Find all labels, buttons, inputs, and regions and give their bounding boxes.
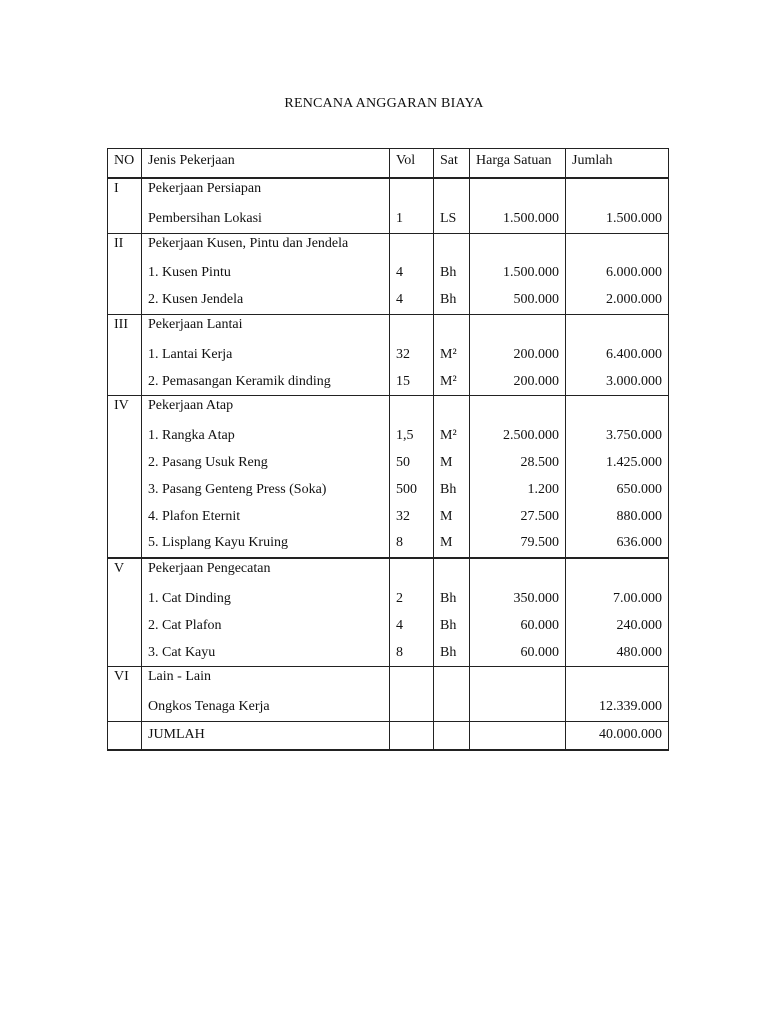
item-total: 12.339.000 xyxy=(566,694,669,721)
item-vol: 50 xyxy=(390,450,434,477)
item-job: 1. Lantai Kerja xyxy=(142,342,390,369)
item-vol: 4 xyxy=(390,260,434,287)
item-sat: Bh xyxy=(434,586,470,613)
item-total: 1.425.000 xyxy=(566,450,669,477)
item-price: 200.000 xyxy=(470,369,566,396)
item-total: 650.000 xyxy=(566,477,669,504)
item-vol: 1,5 xyxy=(390,423,434,450)
item-price: 350.000 xyxy=(470,586,566,613)
table-row xyxy=(108,206,669,233)
item-vol: 4 xyxy=(390,287,434,314)
header-no: NO xyxy=(108,149,142,179)
section-title: Pekerjaan Pengecatan xyxy=(142,558,390,586)
item-sat: Bh xyxy=(434,287,470,314)
item-job: 2. Cat Plafon xyxy=(142,613,390,640)
item-job: 5. Lisplang Kayu Kruing xyxy=(142,530,390,558)
item-sat: Bh xyxy=(434,613,470,640)
header-vol: Vol xyxy=(390,149,434,179)
summary-total: 40.000.000 xyxy=(566,721,669,750)
section-title: Pekerjaan Atap xyxy=(142,396,390,423)
item-job: 2. Kusen Jendela xyxy=(142,287,390,314)
item-vol: 500 xyxy=(390,477,434,504)
table-row xyxy=(108,477,669,504)
section-number: III xyxy=(108,314,142,341)
table-row xyxy=(108,342,669,369)
item-total: 480.000 xyxy=(566,640,669,667)
table-row xyxy=(108,450,669,477)
item-vol: 2 xyxy=(390,586,434,613)
item-total: 6.000.000 xyxy=(566,260,669,287)
item-price: 60.000 xyxy=(470,640,566,667)
table-row xyxy=(108,694,669,721)
section-title: Pekerjaan Persiapan xyxy=(142,178,390,206)
item-sat: M xyxy=(434,530,470,558)
item-job: 1. Rangka Atap xyxy=(142,423,390,450)
item-job: 2. Pasang Usuk Reng xyxy=(142,450,390,477)
item-job: 4. Plafon Eternit xyxy=(142,504,390,531)
item-job: 3. Pasang Genteng Press (Soka) xyxy=(142,477,390,504)
item-price: 2.500.000 xyxy=(470,423,566,450)
item-total: 1.500.000 xyxy=(566,206,669,233)
item-vol: 8 xyxy=(390,530,434,558)
item-job: 1. Kusen Pintu xyxy=(142,260,390,287)
table-header-row xyxy=(108,149,669,179)
table-row xyxy=(108,504,669,531)
section-title: Pekerjaan Kusen, Pintu dan Jendela xyxy=(142,233,390,260)
item-job: Ongkos Tenaga Kerja xyxy=(142,694,390,721)
table-row xyxy=(108,287,669,314)
item-vol: 4 xyxy=(390,613,434,640)
section-row xyxy=(108,233,669,260)
budget-table xyxy=(107,148,669,751)
section-number: VI xyxy=(108,667,142,694)
item-price: 28.500 xyxy=(470,450,566,477)
item-job: 3. Cat Kayu xyxy=(142,640,390,667)
header-price: Harga Satuan xyxy=(470,149,566,179)
item-total: 2.000.000 xyxy=(566,287,669,314)
table-row xyxy=(108,613,669,640)
table-row xyxy=(108,369,669,396)
table-row xyxy=(108,530,669,558)
item-sat: M² xyxy=(434,369,470,396)
item-sat: M xyxy=(434,450,470,477)
item-price: 200.000 xyxy=(470,342,566,369)
item-sat: M² xyxy=(434,423,470,450)
item-sat: Bh xyxy=(434,260,470,287)
table-row xyxy=(108,260,669,287)
table-row xyxy=(108,640,669,667)
section-number: IV xyxy=(108,396,142,423)
item-sat: M xyxy=(434,504,470,531)
section-title: Pekerjaan Lantai xyxy=(142,314,390,341)
item-total: 240.000 xyxy=(566,613,669,640)
item-vol: 15 xyxy=(390,369,434,396)
section-row xyxy=(108,667,669,694)
section-row xyxy=(108,178,669,206)
item-vol: 32 xyxy=(390,342,434,369)
item-total: 6.400.000 xyxy=(566,342,669,369)
summary-row xyxy=(108,721,669,750)
item-price: 60.000 xyxy=(470,613,566,640)
summary-label: JUMLAH xyxy=(142,721,390,750)
section-title: Lain - Lain xyxy=(142,667,390,694)
item-total: 7.00.000 xyxy=(566,586,669,613)
table-row xyxy=(108,423,669,450)
item-price: 500.000 xyxy=(470,287,566,314)
item-total: 880.000 xyxy=(566,504,669,531)
section-number: II xyxy=(108,233,142,260)
item-job: 1. Cat Dinding xyxy=(142,586,390,613)
table-row xyxy=(108,586,669,613)
item-sat xyxy=(434,694,470,721)
header-job: Jenis Pekerjaan xyxy=(142,149,390,179)
item-vol xyxy=(390,694,434,721)
item-vol: 32 xyxy=(390,504,434,531)
item-sat: LS xyxy=(434,206,470,233)
section-number: V xyxy=(108,558,142,586)
item-sat: Bh xyxy=(434,477,470,504)
item-price: 27.500 xyxy=(470,504,566,531)
item-vol: 1 xyxy=(390,206,434,233)
item-price: 79.500 xyxy=(470,530,566,558)
section-row xyxy=(108,396,669,423)
section-row xyxy=(108,314,669,341)
item-job: Pembersihan Lokasi xyxy=(142,206,390,233)
header-sat: Sat xyxy=(434,149,470,179)
item-price: 1.500.000 xyxy=(470,206,566,233)
page-title: RENCANA ANGGARAN BIAYA xyxy=(284,96,484,111)
section-number: I xyxy=(108,178,142,206)
item-price: 1.500.000 xyxy=(470,260,566,287)
item-total: 636.000 xyxy=(566,530,669,558)
header-total: Jumlah xyxy=(566,149,669,179)
item-sat: M² xyxy=(434,342,470,369)
item-sat: Bh xyxy=(434,640,470,667)
item-price: 1.200 xyxy=(470,477,566,504)
item-vol: 8 xyxy=(390,640,434,667)
item-total: 3.750.000 xyxy=(566,423,669,450)
item-job: 2. Pemasangan Keramik dinding xyxy=(142,369,390,396)
item-price xyxy=(470,694,566,721)
item-total: 3.000.000 xyxy=(566,369,669,396)
section-row xyxy=(108,558,669,586)
